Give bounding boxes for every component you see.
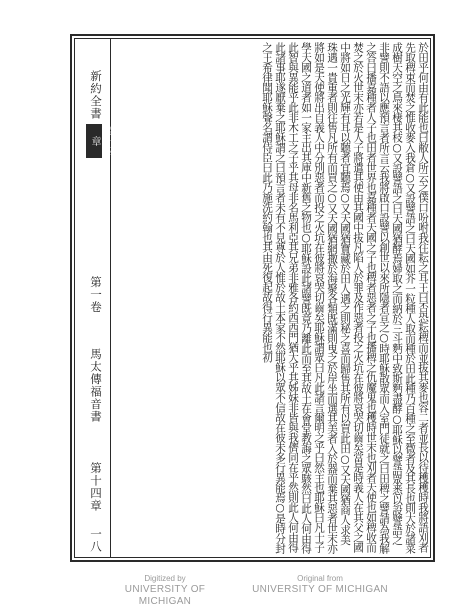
original-from-label: Original from [297, 574, 343, 583]
digitized-by-institution: UNIVERSITY OF MICHIGAN [124, 584, 206, 607]
page-number: 一八 [89, 528, 103, 553]
original-from-institution: UNIVERSITY OF MICHIGAN [252, 584, 388, 595]
digitized-by-credit [100, 574, 230, 608]
digitized-by-label: Digitized by [144, 574, 186, 583]
margin-divider [110, 38, 111, 558]
book-title: 新約全書 [89, 70, 103, 120]
chapter-mark [86, 124, 116, 158]
scripture-text: 於田乎何由有此能也曰敝人所云之僕口吩咐我往耘之耳王曰否恐耘稗而並拔其麥也容二者並長以待穫穫時我將語刈者先取稗束而焚之惟收麥入我倉○又設譬語之曰天國如芥一粒種人取而種於田此種乃百種之至微者及其長也則大於諸菜成樹天空之鳥來棲其枝○又設譬語之曰天國猶酵焉婦取之而納於三斗麪中致斯麪盡酵○耶穌以譬語眾悉以設譬語之非譬則不語以應預言者所言云我將啟口設譬以創世以來所隱者宣之○時耶穌散眾而入室門徒就之曰田稗之譬請為我解之答曰播嘉種者人子也田者世界也嘉種者天國之子也稗者惡者之子也播稗之仇魔鬼也穫時世末也刈者天使也如稗收而焚之於火世末亦若是人子將遣其使由其國中拔凡陷人於罪及作惡者投之火坑在彼將哀哭切齒矣當是時義人在其父之國中將如日之光輝有耳以聽者宜聽焉○又天國猶寶藏於田人遇之則秘之喜而歸售其所有以買此田○又天國猶商人求美珠遇一貴重者則往售凡所有而買之○又天國猶網撒於海聚各類既滿則曳之於岸坐而選其美者入於器而棄其惡者世末亦將如是天使將出自義人中分別惡者而投之火坑在彼將哀哭切齒矣耶穌謂眾曰凡此諸言爾明之乎曰然主也耶穌曰凡士子學天國之道者如一家主出其庫中新舊之物也○耶穌設此諸譬既竟乃離此而至其故土在會堂教誨之眾駭然曰此人何由得此智與異能乎此非木工之子乎其母非名馬利亞其兄弟非雅各約西西門猶大乎其姊妹非皆與我儕同在乎然則此人何由得此諸事耶遂厭棄之耶穌謂之曰預言者未有不見尊於人惟於故土本家不然耶穌以眾不信故在彼未多行異能焉○是時分封之王希律聞耶穌聲名謂侍臣曰此乃施洗約翰也其由死復起故得行異能也初 [261, 42, 429, 554]
chapter-number: 第十四章 [89, 462, 103, 512]
gospel-title: 馬太傳福音書 [89, 348, 103, 423]
volume-label: 第一卷 [89, 276, 103, 314]
original-from-credit [250, 574, 390, 596]
chapter-mark-text: 第十四章 [89, 126, 116, 156]
